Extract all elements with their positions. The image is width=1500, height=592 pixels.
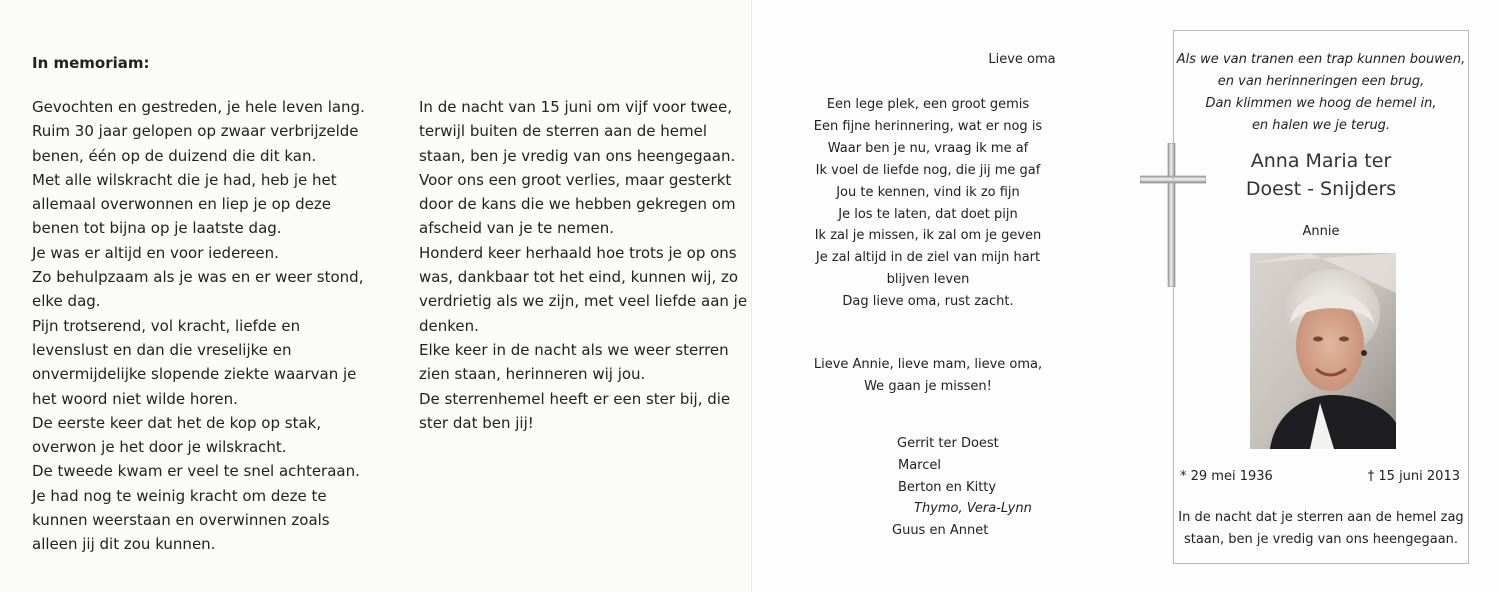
text-line: Honderd keer herhaald hoe trots je op ons [419, 243, 737, 262]
text-line: onvermijdelijke slopende ziekte waarvan je [32, 365, 357, 384]
text-line: ster dat ben jij! [419, 413, 534, 432]
text-line: De sterrenhemel heeft er een ster bij, die [419, 389, 731, 408]
text-line: terwijl buiten de sterren aan de hemel [419, 122, 708, 141]
farewell-line: Lieve Annie, lieve mam, lieve oma, [813, 357, 1043, 372]
text-line: zien staan, herinneren wij jou. [419, 365, 646, 384]
text-line: Ruim 30 jaar gelopen op zwaar verbrijzelde [32, 122, 359, 141]
poem-line: blijven leven [886, 272, 970, 288]
signers-list [752, 433, 1032, 542]
text-line: De eerste keer dat het de kop op stak, [32, 413, 322, 432]
text-line: verdrietig als we zijn, met veel liefde aan je [419, 292, 748, 311]
text-line: overwon je het door je wilskracht. [32, 438, 287, 457]
poem-line: Dag lieve oma, rust zacht. [842, 294, 1014, 310]
signer: Guus en Annet [892, 523, 989, 539]
farewell-message [788, 354, 1068, 398]
text-line: kunnen weerstaan en overwinnen zoals [32, 511, 330, 530]
text-line: Voor ons een groot verlies, maar gesterkt [419, 170, 732, 189]
text-line: De tweede kwam er veel te snel achteraan. [32, 462, 360, 481]
verse-line: Dan klimmen we hoog de hemel in, [1205, 96, 1437, 111]
signer: Gerrit ter Doest [897, 436, 999, 451]
verse-line: Als we van tranen een trap kunnen bouwen, [1176, 52, 1466, 67]
text-line: Zo behulpzaam als je was en er weer stond, [32, 268, 364, 287]
text-line: Pijn trotserend, vol kracht, liefde en [32, 316, 301, 335]
text-line: Je had nog te weinig kracht om deze te [32, 486, 327, 505]
signer: Marcel [898, 457, 941, 473]
text-line: levenslust en dan die vreselijke en [32, 340, 292, 359]
verse-line: en halen we je terug. [1251, 118, 1391, 133]
text-line: Je was er altijd en voor iedereen. [32, 243, 279, 262]
signer-grandchildren: Thymo, Vera-Lynn [914, 501, 1032, 517]
text-line: elke dag. [32, 292, 101, 311]
text-line: door de kans die we hebben gekregen om [419, 195, 736, 214]
death-date: † 15 juni 2013 [1367, 469, 1460, 484]
verse-line: en van herinneringen een brug, [1217, 74, 1425, 89]
nickname: Annie [1302, 224, 1340, 239]
memorial-text-column-2 [419, 95, 747, 435]
poem-line: Een lege plek, een groot gemis [826, 97, 1030, 112]
text-line: allemaal overwonnen en liep je op deze [32, 195, 331, 214]
text-line: Elke keer in de nacht als we weer sterren [419, 340, 729, 359]
poem [788, 94, 1068, 313]
card-verse [1174, 49, 1468, 137]
text-line: benen, één op de duizend die dit kan. [32, 146, 317, 165]
poem-line: Je zal altijd in de ziel van mijn hart [815, 250, 1041, 266]
name-line: Anna Maria ter [1250, 150, 1392, 172]
name-line: Doest - Snijders [1245, 178, 1397, 200]
text-line: denken. [419, 316, 479, 335]
poem-line: Ik voel de liefde nog, die jij me gaf [815, 162, 1041, 178]
epitaph-line: staan, ben je vredig van ons heengegaan. [1183, 532, 1459, 547]
text-line: staan, ben je vredig van ons heengegaan. [419, 146, 736, 165]
text-line: alleen jij dit zou kunnen. [32, 535, 216, 554]
text-line: benen tot bijna op je laatste dag. [32, 219, 282, 238]
right-page [752, 0, 1500, 592]
text-line: Met alle wilskracht die je had, heb je het [32, 170, 337, 189]
poem-line: Je los te laten, dat doet pijn [838, 206, 1018, 222]
farewell-line: We gaan je missen! [864, 379, 992, 394]
memorial-text-column-1 [32, 95, 365, 557]
birth-date: * 29 mei 1936 [1180, 469, 1273, 484]
deceased-name [1174, 147, 1468, 203]
text-line: Gevochten en gestreden, je hele leven lang. [32, 98, 365, 116]
poem-line: Een fijne herinnering, wat er nog is [813, 118, 1043, 134]
in-memoriam-heading: In memoriam: [32, 54, 150, 72]
text-line: afscheid van je te nemen. [419, 219, 614, 238]
poem-title: Lieve oma [988, 52, 1056, 67]
card-frame [1173, 30, 1469, 564]
poem-line: Ik zal je missen, ik zal om je geven [814, 228, 1042, 244]
text-line: was, dankbaar tot het eind, kunnen wij, zo [419, 268, 739, 287]
poem-line: Jou te kennen, vind ik zo fijn [836, 184, 1020, 200]
portrait-photo [1250, 253, 1396, 449]
poem-line: Waar ben je nu, vraag ik me af [827, 140, 1029, 156]
card-epitaph [1174, 507, 1468, 551]
text-line: het woord niet wilde horen. [32, 389, 238, 408]
text-line: In de nacht van 15 juni om vijf voor twee, [419, 98, 732, 116]
signer: Berton en Kitty [898, 479, 997, 495]
epitaph-line: In de nacht dat je sterren aan de hemel zag [1178, 510, 1464, 525]
